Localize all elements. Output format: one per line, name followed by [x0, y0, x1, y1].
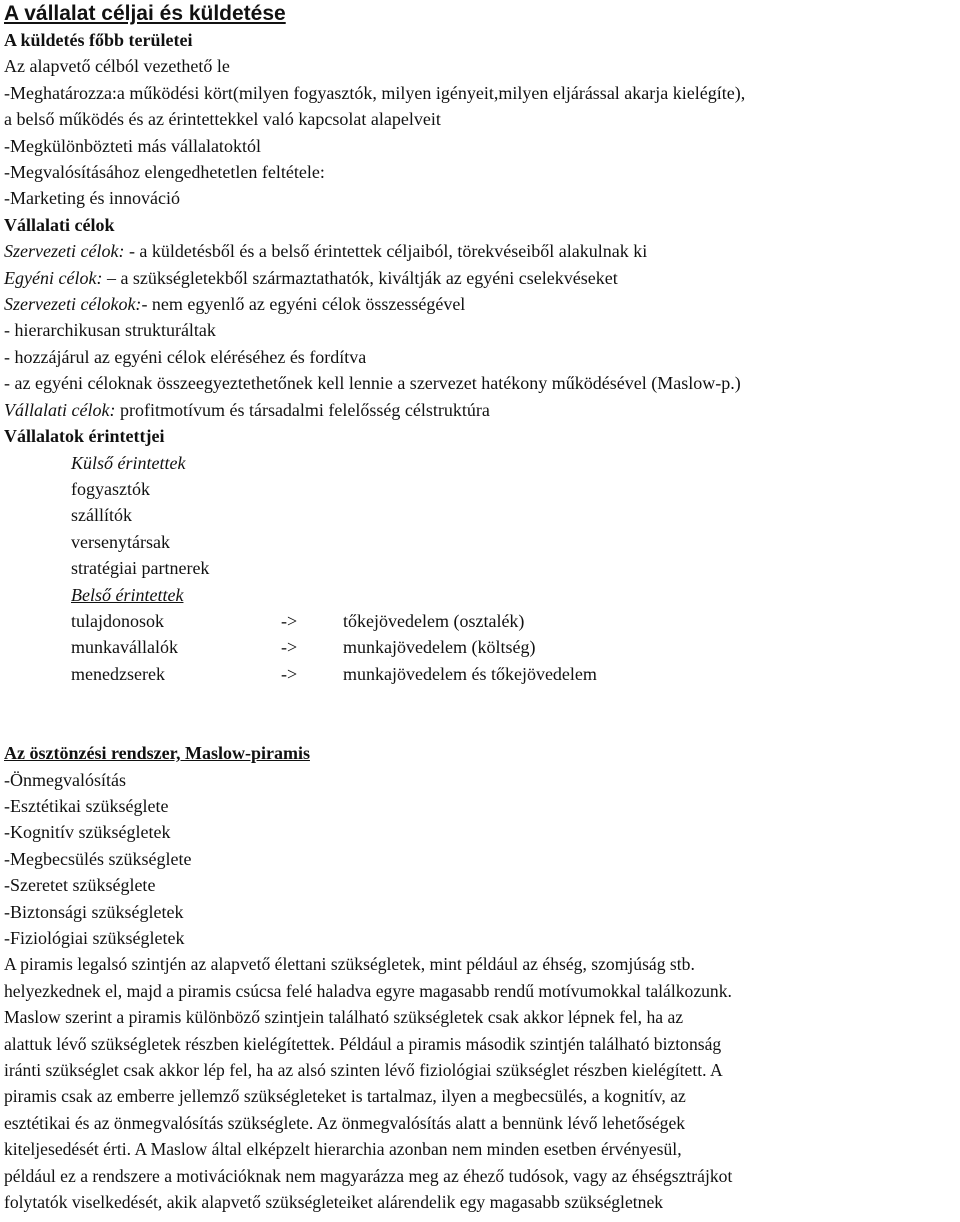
maslow-paragraph: [4, 951, 956, 1215]
text-line: a belső működés és az érintettekkel való kapcsolat alapelveit: [4, 109, 441, 130]
goal-line: [4, 344, 956, 370]
internal-who: munkavállalók: [71, 637, 178, 658]
maslow-level: -Megbecsülés szükséglete: [4, 848, 192, 869]
internal-row: [4, 661, 956, 687]
goals-section: [4, 238, 956, 423]
external-item: versenytársak: [71, 531, 170, 552]
arrow: ->: [281, 610, 298, 631]
text-line: -Meghatározza:a működési kört(milyen fogyasztók, milyen igényeit,milyen eljárással akarja kielégíte),: [4, 82, 746, 103]
goal-rest: - hierarchikusan strukturáltak: [4, 320, 216, 341]
maslow-level: -Önmegvalósítás: [4, 769, 126, 790]
internal-what: munkajövedelem és tőkejövedelem: [343, 663, 597, 684]
paragraph-line: például ez a rendszere a motivációknak nem magyarázza meg az éhező tudósok, vagy az éhségsztrájkot: [4, 1165, 733, 1186]
goal-lead: Vállalati célok:: [4, 399, 116, 420]
goal-line: [4, 317, 956, 343]
stakeholders-heading: Vállalatok érintettjei: [4, 426, 165, 447]
goal-lead: Egyéni célok:: [4, 267, 103, 288]
text-line: -Megvalósításához elengedhetetlen feltétele:: [4, 162, 325, 183]
goal-line: [4, 291, 956, 317]
internal-heading: Belső érintettek: [71, 584, 184, 605]
goal-line: [4, 265, 956, 291]
stakeholders-section: [4, 423, 956, 687]
internal-what: tőkejövedelem (osztalék): [343, 610, 525, 631]
goal-rest: - hozzájárul az egyéni célok eléréséhez és fordítva: [4, 346, 367, 367]
goal-line: [4, 397, 956, 423]
external-heading: Külső érintettek: [71, 452, 186, 473]
mission-section: [4, 27, 956, 238]
goal-line: [4, 370, 956, 396]
text-line: -Marketing és innováció: [4, 188, 180, 209]
spacer: [4, 687, 956, 740]
goal-lead: Szervezeti célok:: [4, 241, 125, 262]
maslow-level: -Esztétikai szükséglete: [4, 795, 169, 816]
external-item: szállítók: [71, 505, 132, 526]
maslow-section: [4, 740, 956, 1215]
text-line: -Megkülönbözteti más vállalatoktól: [4, 135, 261, 156]
external-item: fogyasztók: [71, 478, 150, 499]
paragraph-line: esztétikai és az önmegvalósítás szükséglete. Az önmegvalósítás alatt a bennünk lévő lehetőségek: [4, 1112, 686, 1133]
goals-heading: Vállalati célok: [4, 214, 115, 235]
goal-rest: - a küldetésből és a belső érintettek céljaiból, törekvéseiből alakulnak ki: [124, 241, 648, 262]
maslow-level: -Kognitív szükségletek: [4, 822, 171, 843]
paragraph-line: A piramis legalsó szintjén az alapvető élettani szükségletek, mint például az éhség, szomjúság stb.: [4, 954, 695, 975]
text-line: Az alapvető célból vezethető le: [4, 56, 230, 77]
internal-what: munkajövedelem (költség): [343, 637, 536, 658]
paragraph-line: piramis csak az emberre jellemző szükségleteket is tartalmaz, ilyen a megbecsülés, a kognitív, az: [4, 1086, 686, 1107]
paragraph-line: alattuk lévő szükségletek részben kielégítettek. Például a piramis második szintjén található biztonság: [4, 1033, 722, 1054]
paragraph-line: folytatók viselkedését, akik alapvető szükségleteiket alárendelik egy magasabb szükségletnek: [4, 1192, 664, 1213]
maslow-level: -Fiziológiai szükségletek: [4, 928, 185, 948]
internal-row: [4, 634, 956, 660]
goal-rest: profitmotívum és társadalmi felelősség célstruktúra: [115, 399, 490, 420]
mission-heading: A küldetés főbb területei: [4, 30, 193, 50]
arrow: ->: [281, 637, 298, 658]
goal-rest: - az egyéni céloknak összeegyeztethetőnek kell lennie a szervezet hatékony működésével (Maslow-p.): [4, 373, 741, 394]
arrow: ->: [281, 663, 298, 684]
goal-rest: - nem egyenlő az egyéni célok összességével: [141, 294, 466, 315]
paragraph-line: iránti szükséglet csak akkor lép fel, ha az alsó szinten lévő fiziológiai szükséglet részben kielégített. A: [4, 1060, 723, 1081]
maslow-heading: Az ösztönzési rendszer, Maslow-piramis: [4, 743, 310, 764]
paragraph-line: helyezkednek el, majd a piramis csúcsa felé haladva egyre magasabb rendű motívumokkal találkozunk.: [4, 980, 732, 1001]
goal-rest: – a szükségletekből származtathatók, kiváltják az egyéni cselekvéseket: [102, 267, 618, 288]
internal-row: [4, 608, 956, 634]
internal-who: menedzserek: [71, 663, 165, 684]
internal-who: tulajdonosok: [71, 610, 164, 631]
goal-line: [4, 238, 956, 264]
maslow-level: -Biztonsági szükségletek: [4, 901, 184, 922]
goal-lead: Szervezeti célokok:: [4, 294, 142, 315]
paragraph-line: Maslow szerint a piramis különböző szintjein található szükségletek csak akkor lépnek fel, ha az: [4, 1007, 684, 1028]
external-item: stratégiai partnerek: [71, 558, 210, 579]
maslow-level: -Szeretet szükséglete: [4, 875, 156, 896]
paragraph-line: kiteljesedését érti. A Maslow által elképzelt hierarchia azonban nem minden esetben érvényesül,: [4, 1139, 682, 1160]
document-title: A vállalat céljai és küldetése: [4, 2, 286, 25]
